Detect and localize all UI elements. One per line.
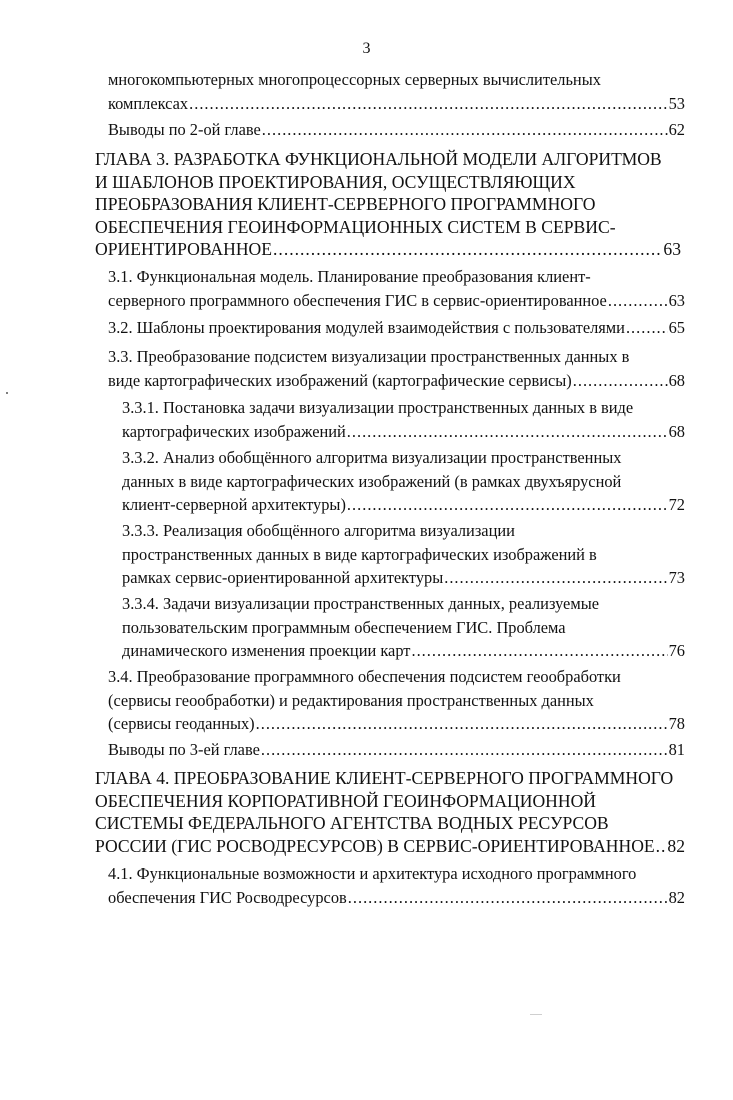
- toc-entry-line: 3.3.1. Постановка задачи визуализации пространственных данных в виде: [122, 398, 634, 417]
- toc-page-number: 65: [668, 318, 685, 337]
- toc-entry-line: 3.3. Преобразование подсистем визуализации пространственных данных в: [108, 347, 630, 366]
- toc-page-number: 76: [668, 641, 685, 660]
- toc-entry-line: ОБЕСПЕЧЕНИЯ КОРПОРАТИВНОЙ ГЕОИНФОРМАЦИОННОЙ: [95, 790, 596, 811]
- toc-entry-line: ОБЕСПЕЧЕНИЯ ГЕОИНФОРМАЦИОННЫХ СИСТЕМ В СЕРВИС-: [95, 216, 616, 237]
- toc-entry-line: (сервисы геообработки) и редактирования пространственных данных: [108, 690, 594, 710]
- toc-entry: [108, 316, 685, 340]
- dot-leader: [411, 639, 667, 663]
- toc-entry: [122, 592, 685, 663]
- toc-entry-line: обеспечения ГИС Росводресурсов: [108, 887, 347, 907]
- toc-entry-line: 3.3.4. Задачи визуализации пространственных данных, реализуемые: [122, 594, 599, 613]
- toc-entry-line: 3.4. Преобразование программного обеспечения подсистем геообработки: [108, 667, 621, 686]
- toc-entry-line: серверного программного обеспечения ГИС в сервис-ориентированное: [108, 290, 607, 310]
- dot-leader: [256, 712, 668, 736]
- toc-entry-line: данных в виде картографических изображений (в рамках двухъярусной: [122, 471, 622, 491]
- toc-page-number: 68: [668, 421, 685, 441]
- toc-entry-line: СИСТЕМЫ ФЕДЕРАЛЬНОГО АГЕНТСТВА ВОДНЫХ РЕСУРСОВ: [95, 813, 609, 833]
- toc-entry-line: пространственных данных в виде картографических изображений в: [122, 544, 597, 564]
- dot-leader: [347, 493, 668, 517]
- dot-leader: [608, 289, 668, 313]
- toc-entry: [108, 68, 685, 115]
- toc-entry: [122, 519, 685, 590]
- toc-entry-line: пользовательским программным обеспечением ГИС. Проблема: [122, 617, 566, 637]
- toc-entry: [108, 665, 685, 736]
- dot-leader: [626, 316, 668, 340]
- toc-entry: [122, 396, 685, 443]
- toc-entry-line: ОРИЕНТИРОВАННОЕ: [95, 239, 273, 259]
- toc-entry: [122, 446, 685, 517]
- toc-page-number: 62: [668, 120, 685, 139]
- toc-entry-line: РОССИИ (ГИС РОСВОДРЕСУРСОВ) В СЕРВИС-ОРИЕНТИРОВАННОЕ: [95, 835, 655, 856]
- toc-entry-line: динамического изменения проекции карт: [122, 641, 411, 660]
- toc-entry-line: ГЛАВА 3. РАЗРАБОТКА ФУНКЦИОНАЛЬНОЙ МОДЕЛИ АЛГОРИТМОВ: [95, 149, 662, 169]
- toc-entry: [108, 118, 685, 142]
- toc-entry-line: И ШАБЛОНОВ ПРОЕКТИРОВАНИЯ, ОСУЩЕСТВЛЯЮЩИХ: [95, 171, 576, 192]
- toc-entry-line: Выводы по 2-ой главе: [108, 120, 261, 139]
- toc-entry: [108, 265, 685, 312]
- toc-entry-line: 4.1. Функциональные возможности и архитектура исходного программного: [108, 864, 637, 883]
- dot-leader: [273, 238, 662, 261]
- page-number: 3: [362, 40, 371, 57]
- scan-mark: [530, 1014, 542, 1015]
- toc-entry: [108, 862, 685, 909]
- dot-leader: [444, 566, 667, 590]
- dot-leader: [656, 835, 667, 858]
- toc-page-number: 63: [663, 239, 681, 259]
- toc-entry-line: многокомпьютерных многопроцессорных серверных вычислительных: [108, 70, 601, 89]
- toc-entry: [108, 738, 685, 762]
- toc-page-number: 53: [668, 93, 685, 113]
- toc-entry-line: 3.3.3. Реализация обобщённого алгоритма визуализации: [122, 521, 515, 540]
- toc-entry-line: рамках сервис-ориентированной архитектуры: [122, 568, 444, 587]
- toc-entry-line: (сервисы геоданных): [108, 714, 255, 733]
- toc-entry: [108, 345, 685, 392]
- toc-chapter-heading: [95, 148, 681, 261]
- toc-page-number: 63: [668, 290, 685, 310]
- toc-page-number: 68: [668, 370, 685, 390]
- toc-chapter-heading: [95, 767, 685, 857]
- toc-entry-line: картографических изображений: [122, 421, 346, 441]
- toc-page-number: 73: [668, 568, 685, 587]
- toc-page-number: 81: [668, 740, 685, 759]
- toc-page-number: 82: [667, 835, 685, 856]
- toc-entry-line: виде картографических изображений (картографические сервисы): [108, 370, 572, 390]
- dot-leader: [262, 118, 668, 142]
- toc-entry-line: ГЛАВА 4. ПРЕОБРАЗОВАНИЕ КЛИЕНТ-СЕРВЕРНОГО ПРОГРАММНОГО: [95, 768, 674, 788]
- toc-page-number: 78: [668, 714, 685, 733]
- toc-entry-line: 3.2. Шаблоны проектирования модулей взаимодействия с пользователями: [108, 318, 625, 337]
- dot-leader: [348, 886, 668, 910]
- toc-page-number: 82: [668, 887, 685, 907]
- dot-leader: [347, 420, 668, 444]
- scan-speck: [6, 392, 8, 394]
- toc-entry-line: комплексах: [108, 93, 189, 113]
- toc-page-number: 72: [668, 495, 685, 514]
- dot-leader: [573, 369, 668, 393]
- dot-leader: [261, 738, 668, 762]
- dot-leader: [189, 92, 667, 116]
- toc-entry-line: ПРЕОБРАЗОВАНИЯ КЛИЕНТ-СЕРВЕРНОГО ПРОГРАММНОГО: [95, 194, 596, 214]
- toc-entry-line: клиент-серверной архитектуры): [122, 495, 346, 514]
- toc-entry-line: 3.3.2. Анализ обобщённого алгоритма визуализации пространственных: [122, 448, 622, 467]
- toc-entry-line: 3.1. Функциональная модель. Планирование преобразования клиент-: [108, 267, 591, 286]
- toc-entry-line: Выводы по 3-ей главе: [108, 740, 260, 759]
